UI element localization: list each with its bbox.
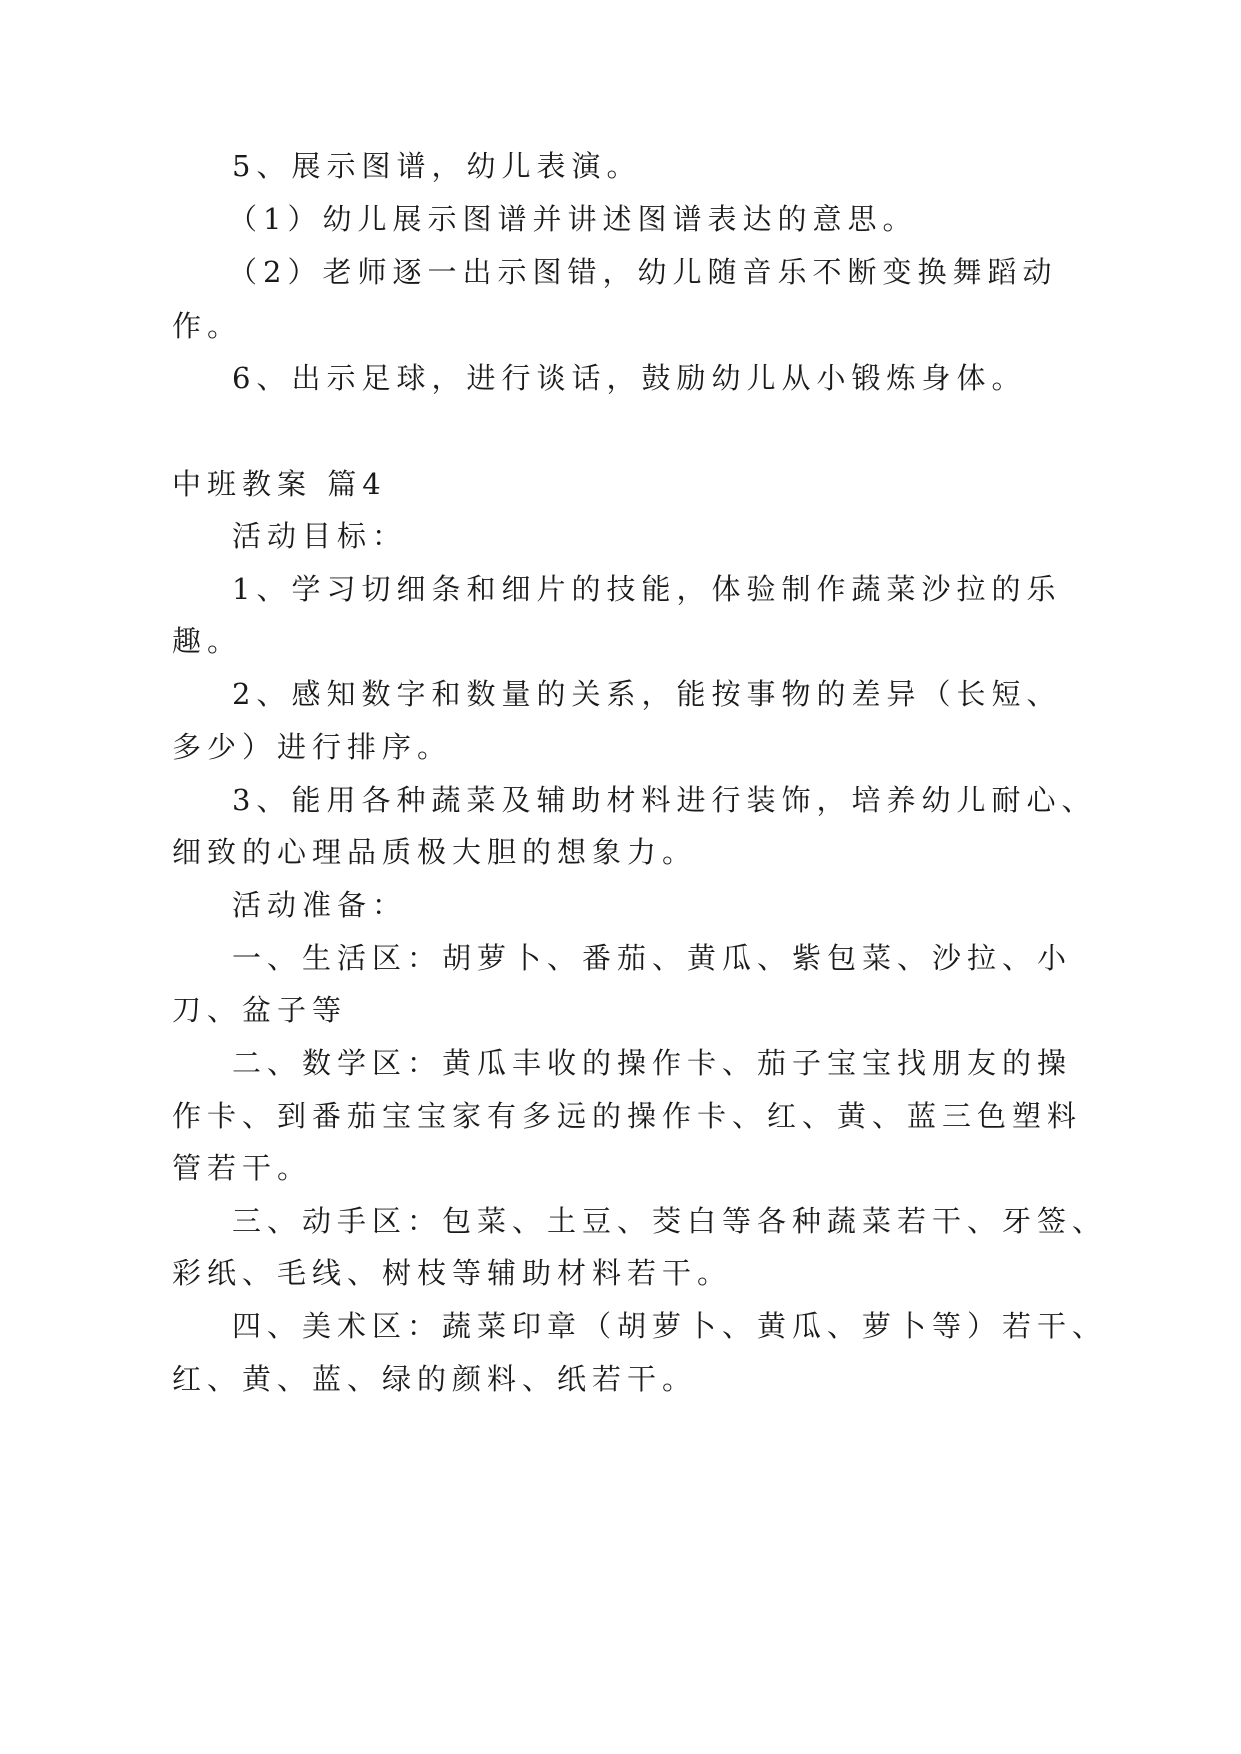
text-line: （2）老师逐一出示图错，幼儿随音乐不断变换舞蹈动 <box>228 255 1058 289</box>
text-line: 红、黄、蓝、绿的颜料、纸若干。 <box>172 1362 698 1396</box>
text-line: （1）幼儿展示图谱并讲述图谱表达的意思。 <box>228 202 918 236</box>
text-line: 活动准备： <box>232 888 408 922</box>
text-line: 3、能用各种蔬菜及辅助材料进行装饰，培养幼儿耐心、 <box>232 783 1097 817</box>
text-line: 5、展示图谱，幼儿表演。 <box>232 149 642 183</box>
text-line: 趣。 <box>172 624 243 658</box>
text-line: 1、学习切细条和细片的技能，体验制作蔬菜沙拉的乐 <box>232 572 1062 606</box>
section-heading: 中班教案 篇4 <box>172 467 387 501</box>
text-line: 活动目标： <box>232 519 408 553</box>
text-line: 细致的心理品质极大胆的想象力。 <box>172 835 698 869</box>
text-line: 2、感知数字和数量的关系，能按事物的差异（长短、 <box>232 677 1062 711</box>
text-line: 刀、盆子等 <box>172 993 348 1027</box>
text-line: 作。 <box>172 309 243 343</box>
text-line: 一、生活区：胡萝卜、番茄、黄瓜、紫包菜、沙拉、小 <box>232 941 1073 975</box>
text-line: 作卡、到番茄宝宝家有多远的操作卡、红、黄、蓝三色塑料 <box>172 1099 1083 1133</box>
text-line: 四、美术区：蔬菜印章（胡萝卜、黄瓜、萝卜等）若干、 <box>232 1309 1108 1343</box>
text-line: 多少）进行排序。 <box>172 730 453 764</box>
text-line: 管若干。 <box>172 1151 313 1185</box>
text-line: 三、动手区：包菜、土豆、茭白等各种蔬菜若干、牙签、 <box>232 1204 1108 1238</box>
text-line: 二、数学区：黄瓜丰收的操作卡、茄子宝宝找朋友的操 <box>232 1046 1073 1080</box>
text-line: 彩纸、毛线、树枝等辅助材料若干。 <box>172 1256 733 1290</box>
text-line: 6、出示足球，进行谈话，鼓励幼儿从小锻炼身体。 <box>232 361 1027 395</box>
